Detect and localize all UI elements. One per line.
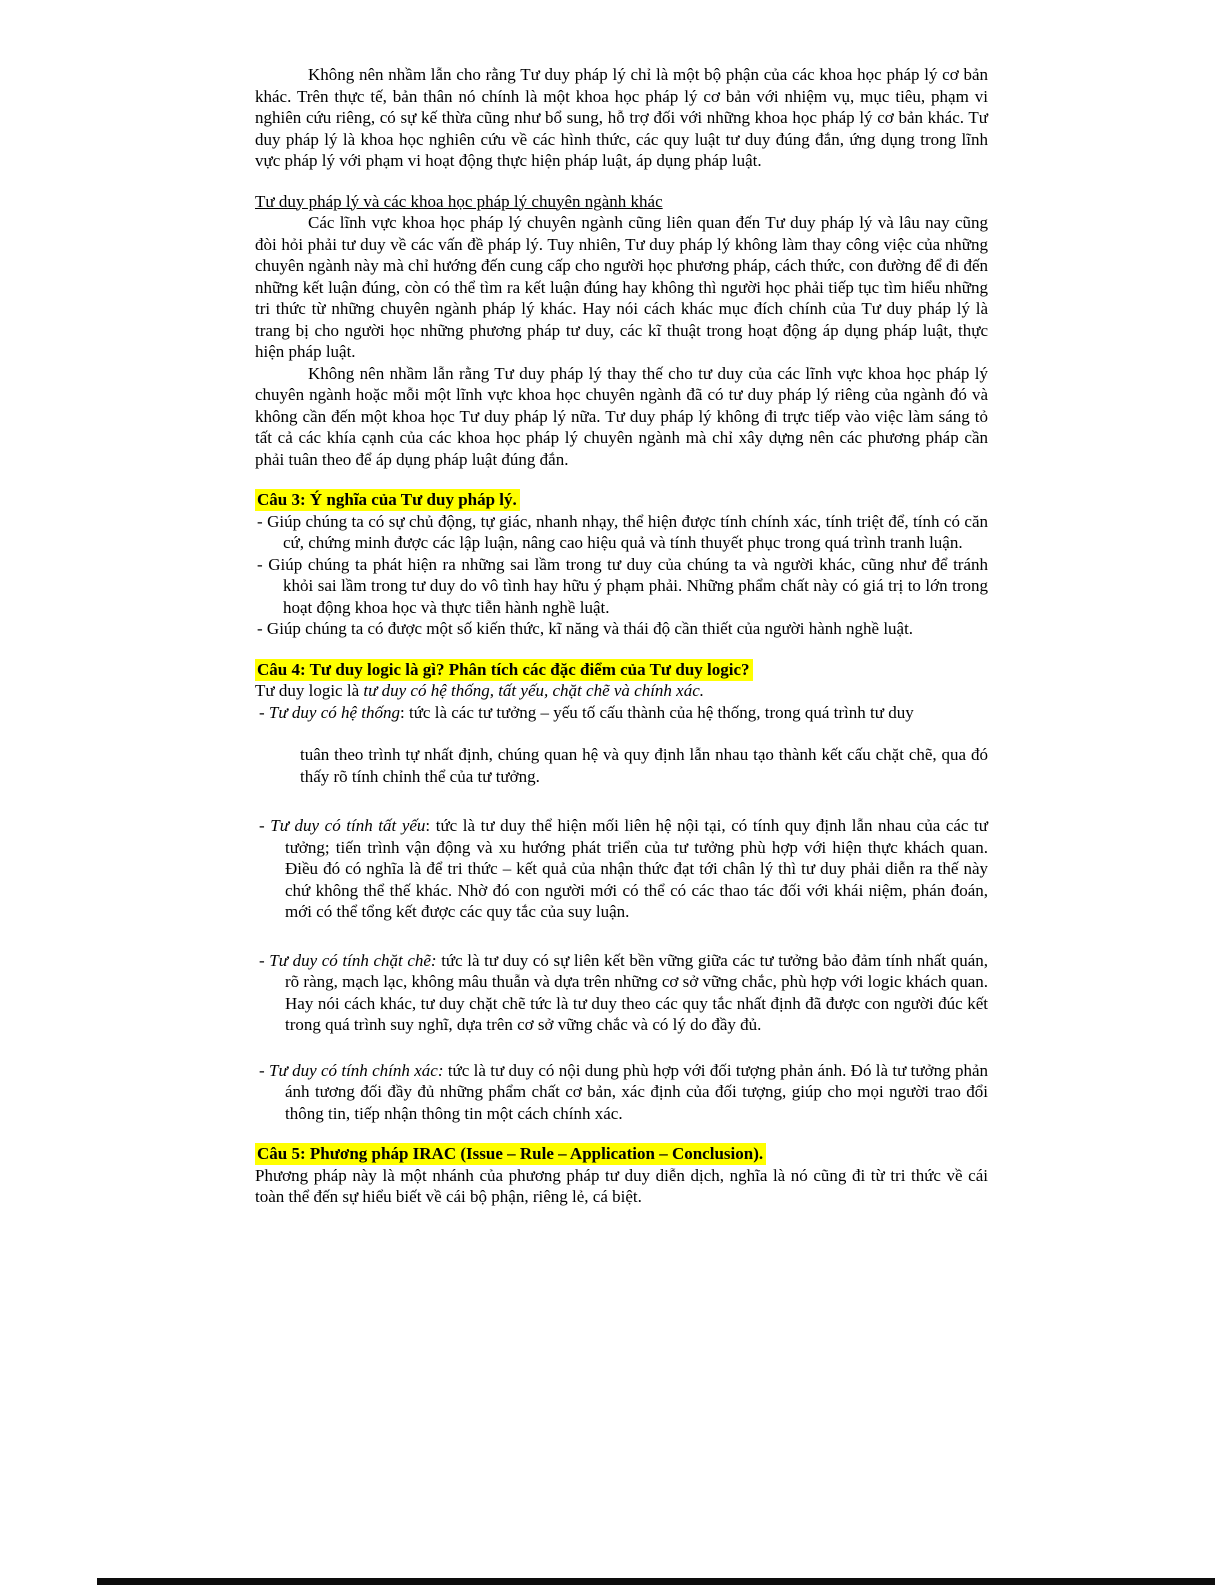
question-3-heading-text: Câu 3: Ý nghĩa của Tư duy pháp lý. (255, 489, 520, 511)
cau3-bullet-3 (255, 618, 988, 640)
term-label: Tư duy có tính chặt chẽ: (269, 950, 437, 970)
cau4-item-2 (255, 815, 988, 923)
bullet-text: Giúp chúng ta có được một số kiến thức, kĩ năng và thái độ cần thiết của người hành nghề luật. (266, 619, 914, 638)
cau3-bullet-1 (255, 511, 988, 554)
term-label: Tư duy có tính chính xác: (269, 1060, 444, 1080)
bullet-marker: - (259, 950, 265, 970)
bullet-marker: - (259, 1060, 265, 1080)
cau4-item-4 (255, 1060, 988, 1125)
bullet-text: Giúp chúng ta có sự chủ động, tự giác, nhanh nhạy, thể hiện được tính chính xác, tính triệt để, tính có căn cứ, chứng minh được các lập luận, nâng cao hiệu quả và tính thuyết phục trong quá trình tranh luận. (267, 511, 988, 552)
cau3-bullet-2 (255, 554, 988, 619)
term-text: tức là tư duy có nội dung phù hợp với đối tượng phản ánh. Đó là tư tưởng phản ánh tương đối đầy đủ những phẩm chất cơ bản, xác định của đối tượng, giúp cho mọi người trao đổi thông tin, tiếp nhận thông tin một cách chính xác. (285, 1060, 988, 1123)
section-heading-underlined (255, 191, 988, 213)
question-5-heading (255, 1143, 988, 1165)
term-text: : tức là các tư tưởng – yếu tố cấu thành của hệ thống, trong quá trình tư duy (400, 702, 914, 722)
question-4-heading (255, 659, 988, 681)
cau4-item-1 (255, 702, 988, 724)
bullet-text: Giúp chúng ta phát hiện ra những sai lầm trong tư duy của chúng ta và người khác, cũng như để tránh khỏi sai lầm trong tư duy do vô tình hay hữu ý phạm phải. Những phẩm chất này có giá trị to lớn trong hoạt động khoa học và thực tiễn hành nghề luật. (268, 554, 989, 617)
cau4-item-3 (255, 950, 988, 1036)
cau4-intro-italic: tư duy có hệ thống, tất yếu, chặt chẽ và chính xác. (363, 681, 705, 700)
term-label: Tư duy có hệ thống (268, 702, 401, 722)
bullet-marker: - (259, 702, 265, 722)
term-label: Tư duy có tính tất yếu (270, 816, 426, 835)
term-text: : tức là tư duy thể hiện mối liên hệ nội tại, có tính quy định lẫn nhau của các tư tưởng; tiến trình vận động và xu hướng phát triển của tư tưởng phù hợp với hiện thực khách quan. Điều đó có nghĩa là để tri thức – kết quả của nhận thức đạt tới chân lý thì tư duy phải diễn ra thế này chứ không thể thế khác. Nhờ đó con người mới có thể có các thao tác đối với khái niệm, phán đoán, mới có thể tổng kết được các quy tắc của suy luận. (285, 816, 988, 921)
cau4-intro-normal: Tư duy logic là (255, 681, 364, 700)
bullet-marker: - (259, 816, 265, 835)
page-bottom-edge-bar (97, 1578, 1215, 1585)
section-heading-text: Tư duy pháp lý và các khoa học pháp lý chuyên ngành khác (255, 191, 663, 211)
cau4-item-1-continuation: tuân theo trình tự nhất định, chúng quan hệ và quy định lẫn nhau tạo thành kết cấu chặt chẽ, qua đó thấy rõ tính chỉnh thể của tư tưởng. (300, 745, 988, 786)
paragraph-nganh-2: Không nên nhầm lẫn rằng Tư duy pháp lý thay thế cho tư duy của các lĩnh vực khoa học pháp lý chuyên ngành hoặc mỗi một lĩnh vực khoa học chuyên ngành đã có tư duy pháp lý riêng của ngành đó và không cần đến một khoa học Tư duy pháp lý nữa. Tư duy pháp lý không đi trực tiếp vào việc làm sáng tỏ tất cả các khía cạnh của các khoa học pháp lý chuyên ngành mà chỉ xây dựng nên các phương pháp cần phải tuân theo để áp dụng pháp luật đúng đắn. (255, 363, 988, 469)
document-body (255, 64, 988, 1208)
bullet-marker: - (257, 554, 263, 574)
question-5-heading-text: Câu 5: Phương pháp IRAC (Issue – Rule – Application – Conclusion). (255, 1143, 766, 1165)
paragraph-nganh-1: Các lĩnh vực khoa học pháp lý chuyên ngành cũng liên quan đến Tư duy pháp lý và lâu nay cũng đòi hỏi phải tư duy về các vấn đề pháp lý. Tuy nhiên, Tư duy pháp lý không làm thay công việc của những chuyên ngành này mà chỉ hướng đến cung cấp cho người học phương pháp, cách thức, con đường để đi đến những kết luận đúng, còn có thể tìm ra kết luận đúng hay không thì người học phải tiếp tục tìm hiểu những tri thức từ những chuyên ngành pháp lý khác. Hay nói cách khác mục đích chính của Tư duy pháp lý là trang bị cho người học những phương pháp tư duy, các kĩ thuật trong hoạt động áp dụng pháp luật, thực hiện pháp luật. (255, 213, 988, 361)
bullet-marker: - (257, 511, 263, 531)
term-text: tức là tư duy có sự liên kết bền vững giữa các tư tưởng bảo đảm tính nhất quán, rõ ràng, mạch lạc, không mâu thuẫn và dựa trên những cơ sở vững chắc, phù hợp với logic khách quan. Hay nói cách khác, tư duy chặt chẽ tức là tư duy theo các quy tắc nhất định đã được con người đúc kết trong quá trình suy nghĩ, dựa trên cơ sở vững chắc và có lý do đầy đủ. (285, 950, 988, 1034)
paragraph-intro: Không nên nhầm lẫn cho rằng Tư duy pháp lý chỉ là một bộ phận của các khoa học pháp lý cơ bản khác. Trên thực tế, bản thân nó chính là một khoa học pháp lý cơ bản với nhiệm vụ, mục tiêu, phạm vi nghiên cứu riêng, có sự kế thừa cũng như bổ sung, hỗ trợ đối với những khoa học pháp lý cơ bản khác. Tư duy pháp lý là khoa học nghiên cứu về các hình thức, các quy luật tư duy đúng đắn, ứng dụng trong lĩnh vực pháp lý với phạm vi hoạt động thực hiện pháp luật, áp dụng pháp luật. (255, 65, 988, 170)
question-4-heading-text: Câu 4: Tư duy logic là gì? Phân tích các đặc điểm của Tư duy logic? (255, 659, 753, 681)
bullet-marker: - (257, 619, 263, 638)
cau5-paragraph: Phương pháp này là một nhánh của phương pháp tư duy diễn dịch, nghĩa là nó cũng đi từ tri thức về cái toàn thể đến sự hiểu biết về cái bộ phận, riêng lẻ, cá biệt. (255, 1165, 988, 1206)
question-3-heading (255, 489, 988, 511)
cau4-intro (255, 680, 988, 702)
